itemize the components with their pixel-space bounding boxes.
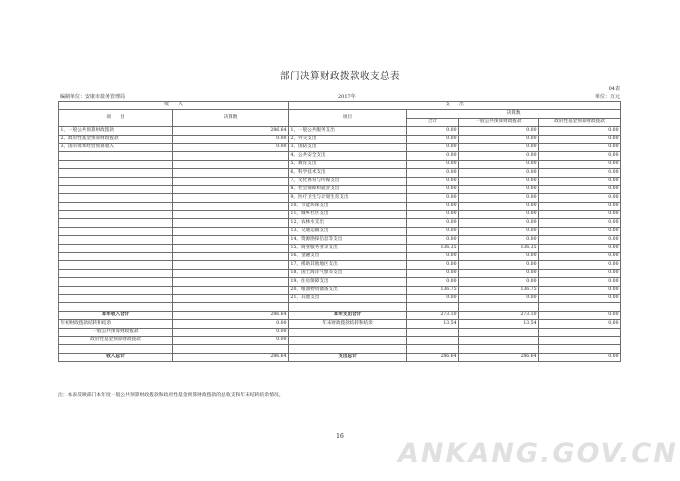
expense-total: 0.00 <box>407 169 459 177</box>
expense-general: 0.00 <box>459 143 539 151</box>
expense-summary-fund <box>539 345 621 353</box>
table-row <box>59 185 621 193</box>
table-row <box>59 211 621 219</box>
expense-item: 12、农林水支出 <box>289 219 407 227</box>
income-summary-label: 一般公共预算财政拨款 <box>59 328 173 336</box>
expense-total: 0.00 <box>407 253 459 261</box>
table-row <box>59 236 621 244</box>
expense-total: 0.00 <box>407 261 459 269</box>
expense-summary-label <box>289 336 407 344</box>
income-item <box>59 169 173 177</box>
expense-fund: 0.00 <box>539 160 621 168</box>
income-summary-value: 0.00 <box>173 328 289 336</box>
expense-item: 13、交通运输支出 <box>289 227 407 235</box>
expense-total: 0.00 <box>407 143 459 151</box>
income-item <box>59 202 173 210</box>
income-header: 收 入 <box>59 102 289 110</box>
income-summary-label: 本年收入合计 <box>59 311 173 319</box>
fund-budget-header: 政府性基金预算财政拨款 <box>539 118 621 126</box>
page-number: 16 <box>336 433 344 440</box>
expense-item: 2、外交支出 <box>289 135 407 143</box>
header-row-1 <box>59 102 621 110</box>
expense-general: 0.00 <box>459 169 539 177</box>
expense-fund: 0.00 <box>539 211 621 219</box>
income-value <box>173 244 289 252</box>
income-item <box>59 211 173 219</box>
income-value <box>173 253 289 261</box>
expense-item: 18、国土海洋气象等支出 <box>289 269 407 277</box>
expense-fund: 0.00 <box>539 244 621 252</box>
year-label: 2017年 <box>338 94 356 100</box>
income-summary-value: 0.00 <box>173 320 289 328</box>
expense-summary-label: 年末财政拨款结转和结余 <box>289 320 407 328</box>
income-summary-label: 政府性基金预算财政拨款 <box>59 336 173 344</box>
expense-fund: 0.00 <box>539 194 621 202</box>
expense-header: 支 出 <box>289 102 621 110</box>
income-summary-label: 年初财政拨款结转和结余 <box>59 320 173 328</box>
total-header: 合计 <box>407 118 459 126</box>
income-summary-value: 286.64 <box>173 353 289 361</box>
expense-fund: 0.00 <box>539 135 621 143</box>
expense-item: 11、城乡社区支出 <box>289 211 407 219</box>
income-value <box>173 152 289 160</box>
expense-item-header: 项目 <box>289 110 407 127</box>
expense-summary-general: 286.64 <box>459 353 539 361</box>
expense-summary-label <box>289 345 407 353</box>
expense-general: 136.75 <box>459 286 539 294</box>
expense-item: 16、金融支出 <box>289 253 407 261</box>
expense-summary-total <box>407 336 459 344</box>
income-item <box>59 286 173 294</box>
expense-total: 0.00 <box>407 227 459 235</box>
expense-fund: 0.00 <box>539 286 621 294</box>
expense-final-header: 决算数 <box>407 110 621 118</box>
expense-general: 0.00 <box>459 278 539 286</box>
expense-summary-total: 13.54 <box>407 320 459 328</box>
expense-fund: 0.00 <box>539 185 621 193</box>
expense-summary-fund <box>539 328 621 336</box>
income-item <box>59 236 173 244</box>
expense-total: 0.00 <box>407 194 459 202</box>
income-value <box>173 269 289 277</box>
expense-summary-general <box>459 328 539 336</box>
expense-summary-fund: 0.00 <box>539 311 621 319</box>
income-item <box>59 278 173 286</box>
expense-summary-general <box>459 336 539 344</box>
expense-fund: 0.00 <box>539 227 621 235</box>
income-item <box>59 185 173 193</box>
expense-general: 0.00 <box>459 253 539 261</box>
income-value <box>173 202 289 210</box>
expense-total: 0.00 <box>407 202 459 210</box>
expense-fund: 0.00 <box>539 269 621 277</box>
income-value <box>173 261 289 269</box>
income-summary-label: 收入总计 <box>59 353 173 361</box>
expense-fund: 0.00 <box>539 253 621 261</box>
expense-item: 20、粮油物资储备支出 <box>289 286 407 294</box>
blank-cell <box>407 303 459 311</box>
expense-general: 0.00 <box>459 202 539 210</box>
expense-general: 0.00 <box>459 219 539 227</box>
expense-total: 136.75 <box>407 286 459 294</box>
income-item <box>59 194 173 202</box>
table-title: 部门决算财政拨款收支总表 <box>279 71 400 82</box>
expense-summary-general: 13.54 <box>459 320 539 328</box>
income-item <box>59 227 173 235</box>
meta-row <box>58 93 620 100</box>
table-row <box>59 227 621 235</box>
income-value <box>173 211 289 219</box>
table-row <box>59 177 621 185</box>
income-value <box>173 169 289 177</box>
expense-general: 0.00 <box>459 261 539 269</box>
blank-row <box>59 345 621 353</box>
expense-item: 17、援助其他地区支出 <box>289 261 407 269</box>
income-value <box>173 185 289 193</box>
income-item-header: 项 目 <box>59 110 173 127</box>
expense-general: 0.00 <box>459 185 539 193</box>
expense-total: 0.00 <box>407 269 459 277</box>
expense-summary-fund <box>539 336 621 344</box>
expense-general: 0.00 <box>459 135 539 143</box>
income-summary-value: 0.00 <box>173 336 289 344</box>
income-value: 286.64 <box>173 127 289 135</box>
table-row <box>59 244 621 252</box>
income-summary-label <box>59 345 173 353</box>
expense-item: 10、节能环保支出 <box>289 202 407 210</box>
income-item <box>59 160 173 168</box>
expense-total: 136.35 <box>407 244 459 252</box>
year-total-row <box>59 311 621 319</box>
expense-item: 6、科学技术支出 <box>289 169 407 177</box>
expense-summary-total <box>407 345 459 353</box>
carry-fund-row <box>59 336 621 344</box>
table-row <box>59 160 621 168</box>
unit-label: 单位：万元 <box>594 94 620 100</box>
income-value: 0.00 <box>173 135 289 143</box>
expense-fund: 0.00 <box>539 127 621 135</box>
expense-total: 0.00 <box>407 278 459 286</box>
income-item <box>59 244 173 252</box>
table-row <box>59 286 621 294</box>
table-row <box>59 269 621 277</box>
expense-summary-label <box>289 328 407 336</box>
table-row <box>59 143 621 151</box>
income-item <box>59 269 173 277</box>
expense-summary-general: 273.10 <box>459 311 539 319</box>
expense-item: 7、文化体育与传媒支出 <box>289 177 407 185</box>
expense-item: 3、国防支出 <box>289 143 407 151</box>
table-row <box>59 219 621 227</box>
expense-general: 0.00 <box>459 227 539 235</box>
expense-fund: 0.00 <box>539 261 621 269</box>
expense-fund: 0.00 <box>539 152 621 160</box>
table-row <box>59 194 621 202</box>
income-summary-value <box>173 345 289 353</box>
expense-total: 0.00 <box>407 185 459 193</box>
income-final-header: 决算数 <box>173 110 289 127</box>
income-item <box>59 294 173 302</box>
expense-total: 0.00 <box>407 152 459 160</box>
table-row <box>59 202 621 210</box>
table-body <box>59 102 621 362</box>
expense-general: 0.00 <box>459 160 539 168</box>
expense-total: 0.00 <box>407 135 459 143</box>
carry-row <box>59 320 621 328</box>
income-item: 2、政府性基金预算财政拨款 <box>59 135 173 143</box>
blank-cell <box>459 303 539 311</box>
income-item <box>59 152 173 160</box>
expense-item: 15、商业服务业等支出 <box>289 244 407 252</box>
expense-summary-label: 本年支出合计 <box>289 311 407 319</box>
income-item <box>59 177 173 185</box>
income-item: 3、国有资本经营预算收入 <box>59 143 173 151</box>
income-value <box>173 227 289 235</box>
expense-total: 0.00 <box>407 160 459 168</box>
watermark-logo: ANKANG.GOV.CN <box>398 438 678 469</box>
blank-cell <box>173 303 289 311</box>
expense-summary-label: 支出总计 <box>289 353 407 361</box>
income-value <box>173 278 289 286</box>
expense-total: 0.00 <box>407 211 459 219</box>
table-row <box>59 261 621 269</box>
income-value <box>173 219 289 227</box>
table-row <box>59 278 621 286</box>
blank-cell <box>539 303 621 311</box>
income-item: 1、一般公共预算财政拨款 <box>59 127 173 135</box>
spacer-row <box>59 303 621 311</box>
table-row <box>59 152 621 160</box>
expense-total: 0.00 <box>407 219 459 227</box>
income-value <box>173 160 289 168</box>
expense-item: 19、住房保障支出 <box>289 278 407 286</box>
expense-fund: 0.00 <box>539 177 621 185</box>
expense-general: 0.00 <box>459 211 539 219</box>
income-value <box>173 236 289 244</box>
income-value <box>173 294 289 302</box>
income-value <box>173 286 289 294</box>
expense-summary-total: 286.64 <box>407 353 459 361</box>
table-row <box>59 169 621 177</box>
table-row <box>59 294 621 302</box>
expense-general: 0.00 <box>459 127 539 135</box>
expense-item: 1、一般公共服务支出 <box>289 127 407 135</box>
table-row <box>59 253 621 261</box>
income-value: 0.00 <box>173 143 289 151</box>
expense-total: 0.00 <box>407 294 459 302</box>
blank-cell <box>59 303 173 311</box>
expense-fund: 0.00 <box>539 294 621 302</box>
income-value <box>173 177 289 185</box>
expense-fund: 0.00 <box>539 236 621 244</box>
grand-total-row <box>59 353 621 361</box>
expense-fund: 0.00 <box>539 219 621 227</box>
expense-item: 5、教育支出 <box>289 160 407 168</box>
income-item <box>59 219 173 227</box>
income-item <box>59 261 173 269</box>
expense-summary-total: 273.10 <box>407 311 459 319</box>
expense-total: 0.00 <box>407 177 459 185</box>
expense-item: 9、医疗卫生与计划生育支出 <box>289 194 407 202</box>
income-summary-value: 286.64 <box>173 311 289 319</box>
carry-general-row <box>59 328 621 336</box>
income-item <box>59 253 173 261</box>
table-row <box>59 127 621 135</box>
table-number: 04表 <box>608 86 620 92</box>
org-label: 编制单位：安康市盐务管理局 <box>60 94 126 100</box>
expense-general: 0.00 <box>459 236 539 244</box>
general-budget-header: 一般公共预算财政拨款 <box>459 118 539 126</box>
expense-item: 4、公共安全支出 <box>289 152 407 160</box>
expense-fund: 0.00 <box>539 143 621 151</box>
expense-general: 0.00 <box>459 194 539 202</box>
expense-summary-general <box>459 345 539 353</box>
expense-general: 0.00 <box>459 177 539 185</box>
expense-item: 14、资源勘探信息等支出 <box>289 236 407 244</box>
expense-general: 0.00 <box>459 269 539 277</box>
blank-cell <box>289 303 407 311</box>
expense-total: 0.00 <box>407 236 459 244</box>
table-row <box>59 135 621 143</box>
header-row-2 <box>59 110 621 118</box>
expense-summary-fund: 0.00 <box>539 353 621 361</box>
expense-item: 8、社会保障和就业支出 <box>289 185 407 193</box>
expense-general: 0.00 <box>459 152 539 160</box>
expense-item: 21、其他支出 <box>289 294 407 302</box>
expense-fund: 0.00 <box>539 278 621 286</box>
budget-table <box>58 101 621 362</box>
footnote: 注：本表反映部门本年度一般公共预算财政拨款和政府性基金预算财政拨款的总收支和年末结转结余情况。 <box>58 393 284 398</box>
expense-summary-fund: 0.00 <box>539 320 621 328</box>
expense-summary-total <box>407 328 459 336</box>
expense-fund: 0.00 <box>539 202 621 210</box>
expense-general: 0.00 <box>459 294 539 302</box>
expense-fund: 0.00 <box>539 169 621 177</box>
expense-total: 0.00 <box>407 127 459 135</box>
expense-general: 136.35 <box>459 244 539 252</box>
income-value <box>173 194 289 202</box>
